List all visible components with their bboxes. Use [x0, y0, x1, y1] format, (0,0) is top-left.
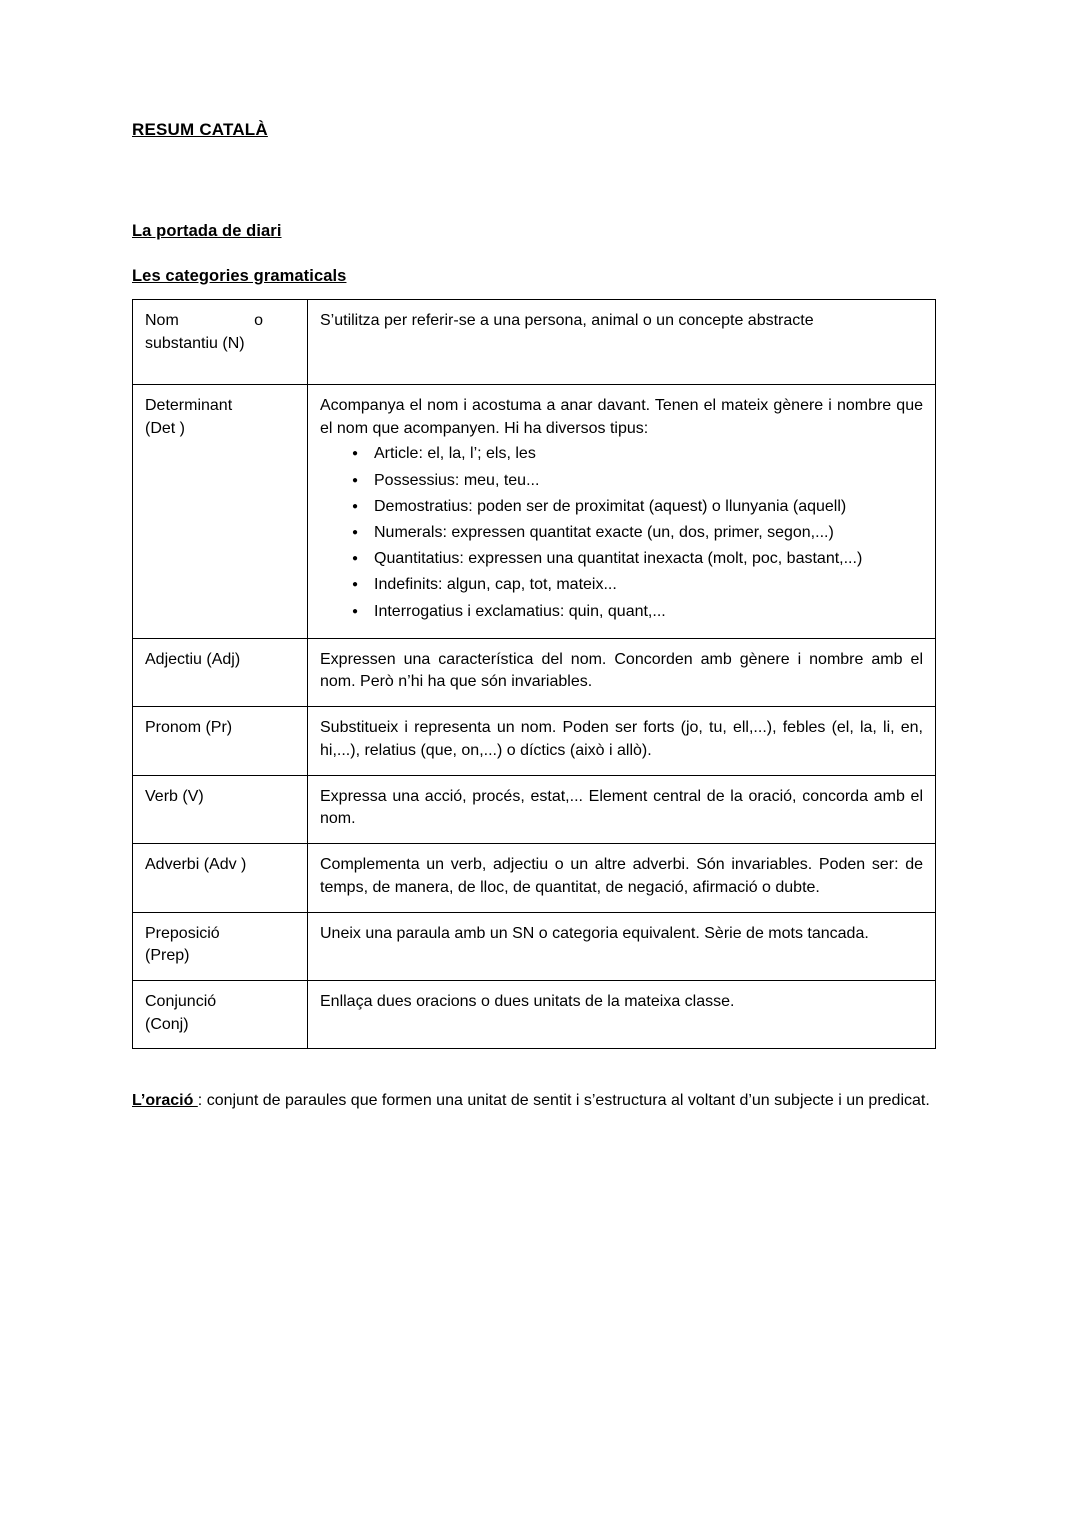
- category-name: Adverbi (Adv ): [145, 856, 247, 874]
- category-name-line2: substantiu (N): [145, 334, 245, 352]
- category-name-cell: [133, 844, 308, 912]
- category-name-cell: [133, 385, 308, 639]
- category-description-cell: [308, 385, 936, 639]
- list-item: ● Possessius: meu, teu...: [374, 469, 923, 492]
- list-item: ● Demostratius: poden ser de proximitat (aquest) o llunyania (aquell): [374, 495, 923, 518]
- spacer: [132, 146, 950, 222]
- table-row: [133, 912, 936, 980]
- category-description-cell: [308, 980, 936, 1048]
- category-description-cell: [308, 912, 936, 980]
- category-name-suffix: o: [254, 312, 263, 329]
- list-item: ● Quantitatius: expressen una quantitat inexacta (molt, poc, bastant,...): [374, 547, 923, 570]
- category-name: Pronom (Pr): [145, 719, 233, 737]
- closing-text: : conjunt de paraules que formen una unitat de sentit i s’estructura al voltant d’un subjecte i un predicat.: [197, 1092, 930, 1110]
- table-row: [133, 980, 936, 1048]
- category-description-cell: [308, 775, 936, 843]
- closing-paragraph: [132, 1089, 936, 1113]
- category-description: Uneix una paraula amb un SN o categoria equivalent. Sèrie de mots tancada.: [320, 924, 869, 942]
- list-item: ● Indefinits: algun, cap, tot, mateix...: [374, 573, 923, 596]
- table-row: [133, 300, 936, 385]
- category-description: Expressen una característica del nom. Concorden amb gènere i nombre amb el nom. Però n’hi ha que són invariables.: [320, 650, 923, 691]
- category-name-line2: (Det ): [145, 419, 185, 437]
- category-name: Verb (V): [145, 787, 204, 805]
- category-description: Complementa un verb, adjectiu o un altre adverbi. Són invariables. Poden ser: de temps, de manera, de lloc, de quantitat, de negació, afirmació o dubte.: [320, 856, 923, 896]
- category-description: Expressa una acció, procés, estat,... Element central de la oració, concorda amb el nom.: [320, 787, 923, 828]
- category-name-cell: [133, 707, 308, 775]
- category-name: Conjunció: [145, 992, 217, 1010]
- table-row: [133, 385, 936, 639]
- category-name-cell: [133, 980, 308, 1048]
- category-name: Determinant: [145, 397, 233, 414]
- list-item: ● Article: el, la, l’; els, les: [374, 442, 923, 465]
- spacer: [132, 241, 950, 267]
- category-name-cell: [133, 912, 308, 980]
- category-description: Enllaça dues oracions o dues unitats de la mateixa classe.: [320, 992, 735, 1010]
- grammatical-categories-table: [132, 299, 936, 1049]
- category-description-cell: [308, 707, 936, 775]
- category-name-line2: (Conj): [145, 1015, 189, 1033]
- list-item: ● Interrogatius i exclamatius: quin, quant,...: [374, 600, 923, 623]
- category-description-cell: [308, 300, 936, 385]
- category-name-cell: [133, 300, 308, 385]
- category-name-cell: [133, 775, 308, 843]
- closing-term: L’oració: [132, 1092, 198, 1110]
- list-item: ● Numerals: expressen quantitat exacte (un, dos, primer, segon,...): [374, 521, 923, 544]
- category-description: Acompanya el nom i acostuma a anar davant. Tenen el mateix gènere i nombre que el nom que acompanyen. Hi ha diversos tipus:: [320, 397, 923, 437]
- category-description: S’utilitza per referir-se a una persona, animal o un concepte abstracte: [320, 312, 814, 329]
- table-row: [133, 707, 936, 775]
- category-name-line2: (Prep): [145, 947, 190, 965]
- category-description-cell: [308, 638, 936, 706]
- table-row: [133, 775, 936, 843]
- category-name-cell: [133, 638, 308, 706]
- category-name: Adjectiu (Adj): [145, 650, 241, 668]
- determinant-types-list: [320, 442, 923, 622]
- category-description-cell: [308, 844, 936, 912]
- category-name: Preposició: [145, 924, 220, 942]
- page-title: RESUM CATALÀ: [132, 120, 268, 139]
- table-row: [133, 844, 936, 912]
- table-row: [133, 638, 936, 706]
- section-heading-categories: Les categories gramaticals: [132, 267, 347, 285]
- category-description: Substitueix i representa un nom. Poden ser forts (jo, tu, ell,...), febles (el, la, li, en, hi,...), relatius (que, on,...) o díctics (això i allò).: [320, 719, 923, 759]
- section-heading-portada: La portada de diari: [132, 222, 282, 240]
- category-name: Nom: [145, 312, 179, 329]
